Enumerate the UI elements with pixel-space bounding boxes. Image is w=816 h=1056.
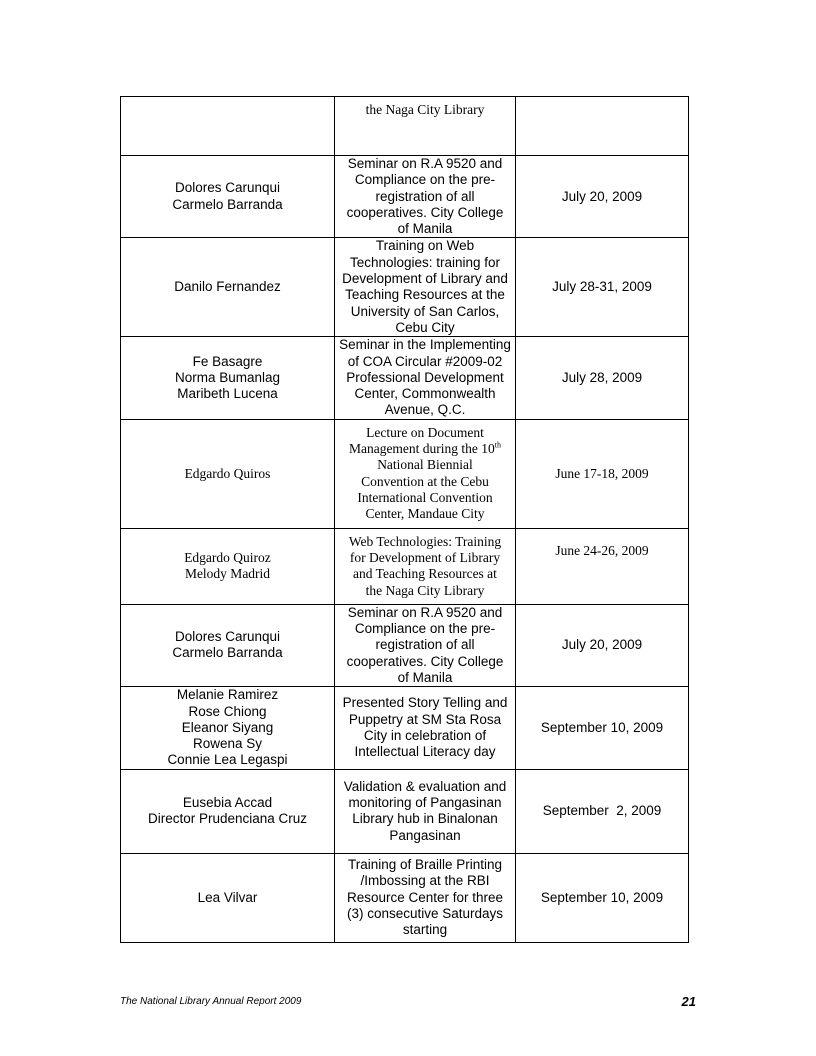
activity-date: June 17-18, 2009 — [555, 465, 649, 481]
activity-line: City in celebration of — [363, 727, 487, 743]
activity-line: Teaching Resources at the — [345, 287, 505, 303]
activity-line: Development of Library and — [342, 271, 508, 287]
activity-line: Technologies: training for — [349, 254, 501, 270]
participant-name: Rose Chiong — [188, 703, 267, 719]
activity-line: /Imbossing at the RBI — [360, 873, 490, 889]
activity-line: Seminar on R.A 9520 and — [347, 156, 503, 171]
activity-date: July 20, 2009 — [561, 188, 643, 204]
date-cell — [516, 687, 689, 769]
activity-cell — [335, 156, 516, 238]
footer-report-title: The National Library Annual Report 2009 — [120, 996, 302, 1007]
activity-line: of Manila — [397, 669, 453, 685]
participant-name: Melody Madrid — [184, 566, 271, 582]
activity-cell — [335, 769, 516, 853]
table-row — [121, 769, 689, 853]
participants-cell — [121, 853, 335, 942]
participants-cell — [121, 238, 335, 337]
activity-line: starting — [402, 922, 448, 938]
activity-cell — [335, 419, 516, 528]
table-row — [121, 853, 689, 942]
activity-line: Puppetry at SM Sta Rosa — [348, 711, 502, 727]
activity-line: cooperatives. City College — [346, 653, 504, 669]
participant-name: Eleanor Siyang — [181, 719, 274, 735]
table-row — [121, 337, 689, 419]
activity-line: Intellectual Literacy day — [354, 744, 496, 760]
activity-line: of COA Circular #2009-02 — [347, 353, 503, 369]
activity-line: Seminar on R.A 9520 and — [347, 604, 503, 620]
activity-cell — [335, 238, 516, 337]
activity-line: Validation & evaluation and — [343, 778, 507, 794]
activity-line: Seminar in the Implementing — [339, 337, 511, 353]
date-cell — [516, 853, 689, 942]
date-cell — [516, 419, 689, 528]
participant-name: Fe Basagre — [192, 353, 263, 369]
participant-name: Director Prudenciana Cruz — [147, 811, 308, 827]
date-cell — [516, 769, 689, 853]
activity-cell — [335, 853, 516, 942]
participant-name: Connie Lea Legaspi — [167, 752, 288, 768]
activity-line: Center, Mandaue City — [365, 506, 485, 522]
participant-name: Lea Vilvar — [197, 889, 258, 905]
activity-line: Management during the 10th — [348, 440, 502, 457]
participants-cell — [121, 528, 335, 604]
activity-cell — [335, 97, 516, 156]
ordinal-suffix: th — [494, 440, 502, 450]
activity-cell — [335, 337, 516, 419]
activity-line: University of San Carlos, — [350, 303, 500, 319]
activity-date: September 10, 2009 — [540, 719, 664, 735]
date-cell — [516, 156, 689, 238]
participants-cell — [121, 156, 335, 238]
activity-line: monitoring of Pangasinan — [348, 794, 502, 810]
activity-line: Library hub in Binalonan — [352, 811, 498, 827]
table-row — [121, 156, 689, 238]
participant-name: Carmelo Barranda — [172, 196, 283, 212]
participants-cell — [121, 687, 335, 769]
date-cell — [516, 604, 689, 686]
participant-name: Maribeth Lucena — [177, 386, 278, 402]
activity-line: and Teaching Resources at — [353, 566, 497, 582]
participant-name: Carmelo Barranda — [172, 645, 283, 661]
participants-cell — [121, 419, 335, 528]
participants-cell — [121, 97, 335, 156]
activity-date: September 10, 2009 — [540, 889, 664, 905]
table-row — [121, 528, 689, 604]
participant-name: Melanie Ramirez — [176, 687, 279, 703]
activity-date: September 2, 2009 — [542, 803, 662, 819]
activity-line: Lecture on Document — [366, 424, 484, 440]
activity-line: of Manila — [397, 221, 453, 237]
activity-line: Web Technologies: Training — [348, 533, 502, 549]
activity-line: International Convention — [357, 490, 493, 506]
participant-name: Edgardo Quiroz — [184, 549, 271, 565]
activity-line: cooperatives. City College — [346, 204, 504, 220]
activity-line: Training on Web — [375, 238, 475, 254]
table-row — [121, 419, 689, 528]
date-cell — [516, 97, 689, 156]
table-row — [121, 238, 689, 337]
training-table-body — [121, 97, 689, 943]
activity-line: Resource Center for three — [346, 889, 504, 905]
training-table — [120, 96, 689, 943]
activity-line: the Naga City Library — [365, 582, 485, 598]
activity-line: Training of Braille Printing — [347, 856, 503, 872]
activity-line: (3) consecutive Saturdays — [346, 905, 504, 921]
activity-line: Convention at the Cebu — [361, 473, 489, 489]
activity-cell — [335, 687, 516, 769]
activity-line: Cebu City — [395, 319, 455, 335]
activity-date: July 28-31, 2009 — [552, 279, 652, 295]
table-row — [121, 97, 689, 156]
table-row — [121, 604, 689, 686]
participant-name: Rowena Sy — [192, 736, 263, 752]
participants-cell — [121, 604, 335, 686]
participant-name: Dolores Carunqui — [174, 629, 281, 645]
participants-cell — [121, 769, 335, 853]
activity-line: Center, Commonwealth — [354, 386, 496, 402]
activity-line: Avenue, Q.C. — [384, 402, 466, 418]
activity-cell — [335, 528, 516, 604]
activity-line: registration of all — [375, 637, 475, 653]
participant-name: Norma Bumanlag — [174, 369, 281, 385]
activity-date: July 20, 2009 — [561, 637, 643, 653]
participant-name: Dolores Carunqui — [174, 180, 281, 196]
activity-line: Pangasinan — [389, 827, 461, 843]
page-number: 21 — [681, 994, 696, 1009]
activity-line: for Development of Library — [349, 549, 501, 565]
activity-line: National Biennial — [377, 457, 473, 473]
activity-line: Presented Story Telling and — [342, 695, 508, 711]
activity-line: Compliance on the pre- — [354, 172, 496, 188]
date-cell — [516, 337, 689, 419]
activity-date: June 24-26, 2009 — [555, 542, 649, 558]
activity-line: Compliance on the pre- — [354, 621, 496, 637]
participant-name: Edgardo Quiros — [184, 465, 271, 481]
date-cell — [516, 528, 689, 604]
participant-name: Danilo Fernandez — [174, 279, 281, 295]
activity-line: the Naga City Library — [365, 102, 485, 117]
participants-cell — [121, 337, 335, 419]
date-cell — [516, 238, 689, 337]
table-row — [121, 687, 689, 769]
activity-line: registration of all — [375, 188, 475, 204]
participant-name: Eusebia Accad — [182, 794, 273, 810]
activity-cell — [335, 604, 516, 686]
activity-date: July 28, 2009 — [561, 369, 643, 385]
activity-line: Professional Development — [346, 369, 504, 385]
